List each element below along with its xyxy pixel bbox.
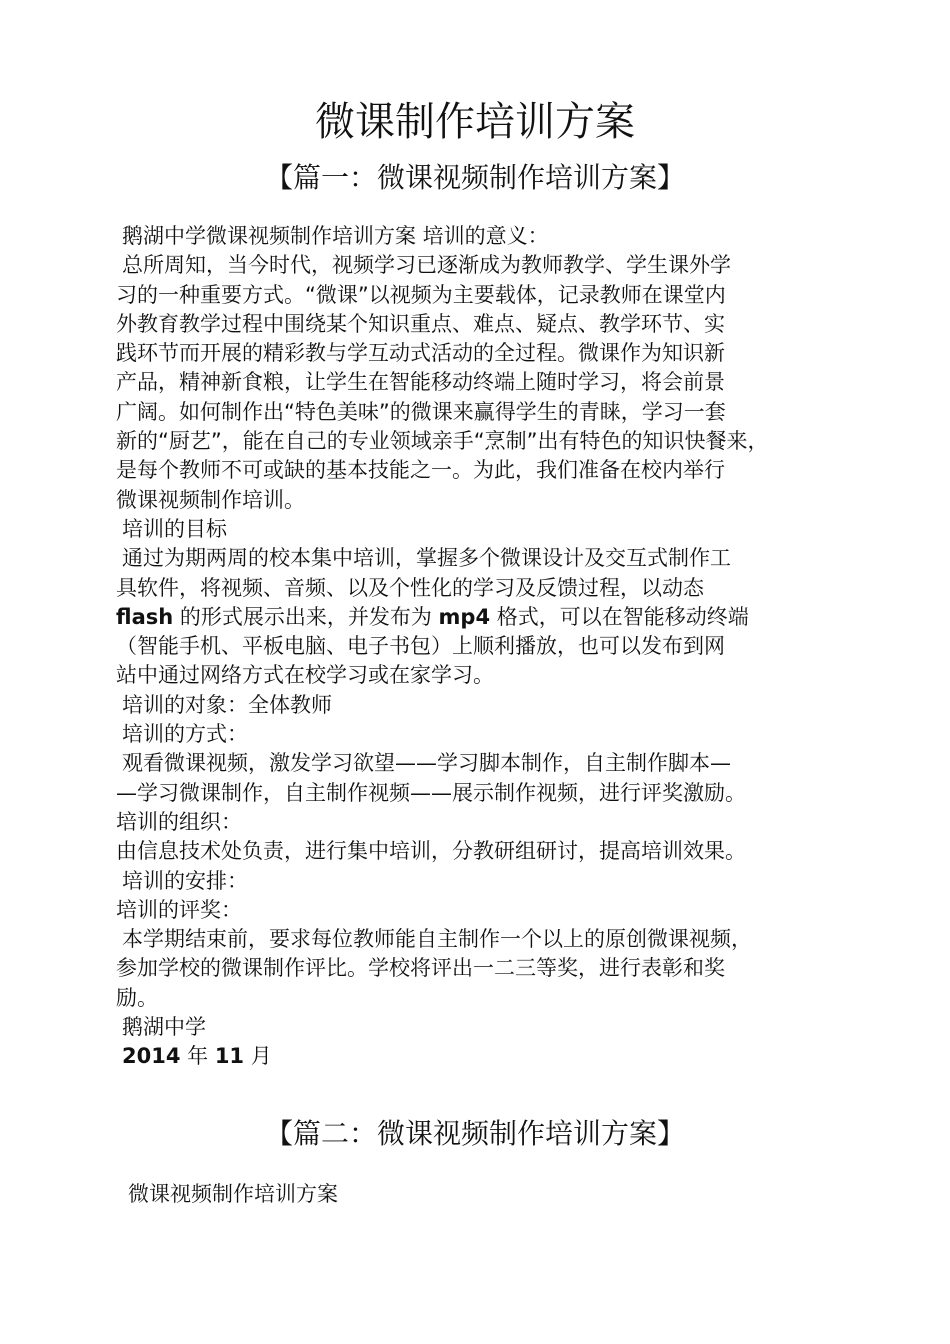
body-line: 具软件，将视频、音频、以及个性化的学习及反馈过程，以动态: [116, 575, 704, 600]
section-2-first-line: 微课视频制作培训方案: [128, 1182, 338, 1206]
body-text: 月: [244, 1044, 272, 1069]
body-line: 由信息技术处负责，进行集中培训，分教研组研讨，提高培训效果。: [116, 839, 746, 864]
body-line: —学习微课制作，自主制作视频——展示制作视频，进行评奖激励。: [116, 780, 746, 805]
body-line-mixed: [116, 1042, 876, 1071]
body-line: 励。: [116, 985, 158, 1010]
body-line: 习的一种重要方式。“微课”以视频为主要载体，记录教师在课堂内: [116, 282, 726, 307]
body-line: 站中通过网络方式在校学习或在家学习。: [116, 663, 494, 688]
bold-text: flash: [116, 604, 174, 629]
body-line: 新的“厨艺”，能在自己的专业领域亲手“烹制”出有特色的知识快餐来，: [116, 429, 769, 454]
body-line: 广阔。如何制作出“特色美味”的微课来赢得学生的青睐，学习一套: [116, 399, 726, 424]
bold-text: 11: [214, 1044, 245, 1069]
body-text: 格式，可以在智能移动终端: [490, 604, 749, 629]
body-line: 外教育教学过程中围绕某个知识重点、难点、疑点、教学环节、实: [116, 311, 725, 336]
body-line: 产品，精神新食粮，让学生在智能移动终端上随时学习，将会前景: [116, 370, 725, 395]
body-line: 是每个教师不可或缺的基本技能之一。为此，我们准备在校内举行: [116, 458, 725, 483]
body-line: 培训的组织：: [116, 809, 242, 834]
body-line-mixed: [116, 603, 876, 632]
body-line: （智能手机、平板电脑、电子书包）上顺利播放，也可以发布到网: [116, 634, 725, 659]
body-line: 观看微课视频，激发学习欲望——学习脚本制作，自主制作脚本—: [122, 751, 731, 776]
body-line: 培训的评奖：: [116, 897, 242, 922]
body-line: 培训的安排：: [122, 868, 248, 893]
body-text: 年: [180, 1044, 215, 1069]
body-line: 通过为期两周的校本集中培训，掌握多个微课设计及交互式制作工: [122, 546, 731, 571]
body-line: 本学期结束前，要求每位教师能自主制作一个以上的原创微课视频，: [122, 927, 752, 952]
section-1-body: [116, 222, 876, 1072]
section-title-2: 【篇二：微课视频制作培训方案】: [264, 1117, 685, 1150]
body-line: 总所周知，当今时代，视频学习已逐渐成为教师教学、学生课外学: [122, 253, 731, 278]
bold-text: mp4: [438, 604, 491, 629]
body-line: 培训的对象：全体教师: [122, 692, 332, 717]
body-line: 践环节而开展的精彩教与学互动式活动的全过程。微课作为知识新: [116, 341, 725, 366]
body-text: 的形式展示出来，并发布为: [173, 604, 439, 629]
section-title-1: 【篇一：微课视频制作培训方案】: [264, 161, 685, 194]
body-line: 培训的目标: [122, 516, 227, 541]
body-line: 参加学校的微课制作评比。学校将评出一二三等奖，进行表彰和奖: [116, 956, 725, 981]
body-line: 培训的方式：: [122, 722, 248, 747]
body-line: 微课视频制作培训。: [116, 487, 305, 512]
body-line: 鹅湖中学: [122, 1015, 206, 1040]
body-line: 鹅湖中学微课视频制作培训方案 培训的意义：: [122, 224, 549, 248]
bold-text: 2014: [122, 1044, 181, 1069]
document-title: 微课制作培训方案: [315, 99, 635, 145]
